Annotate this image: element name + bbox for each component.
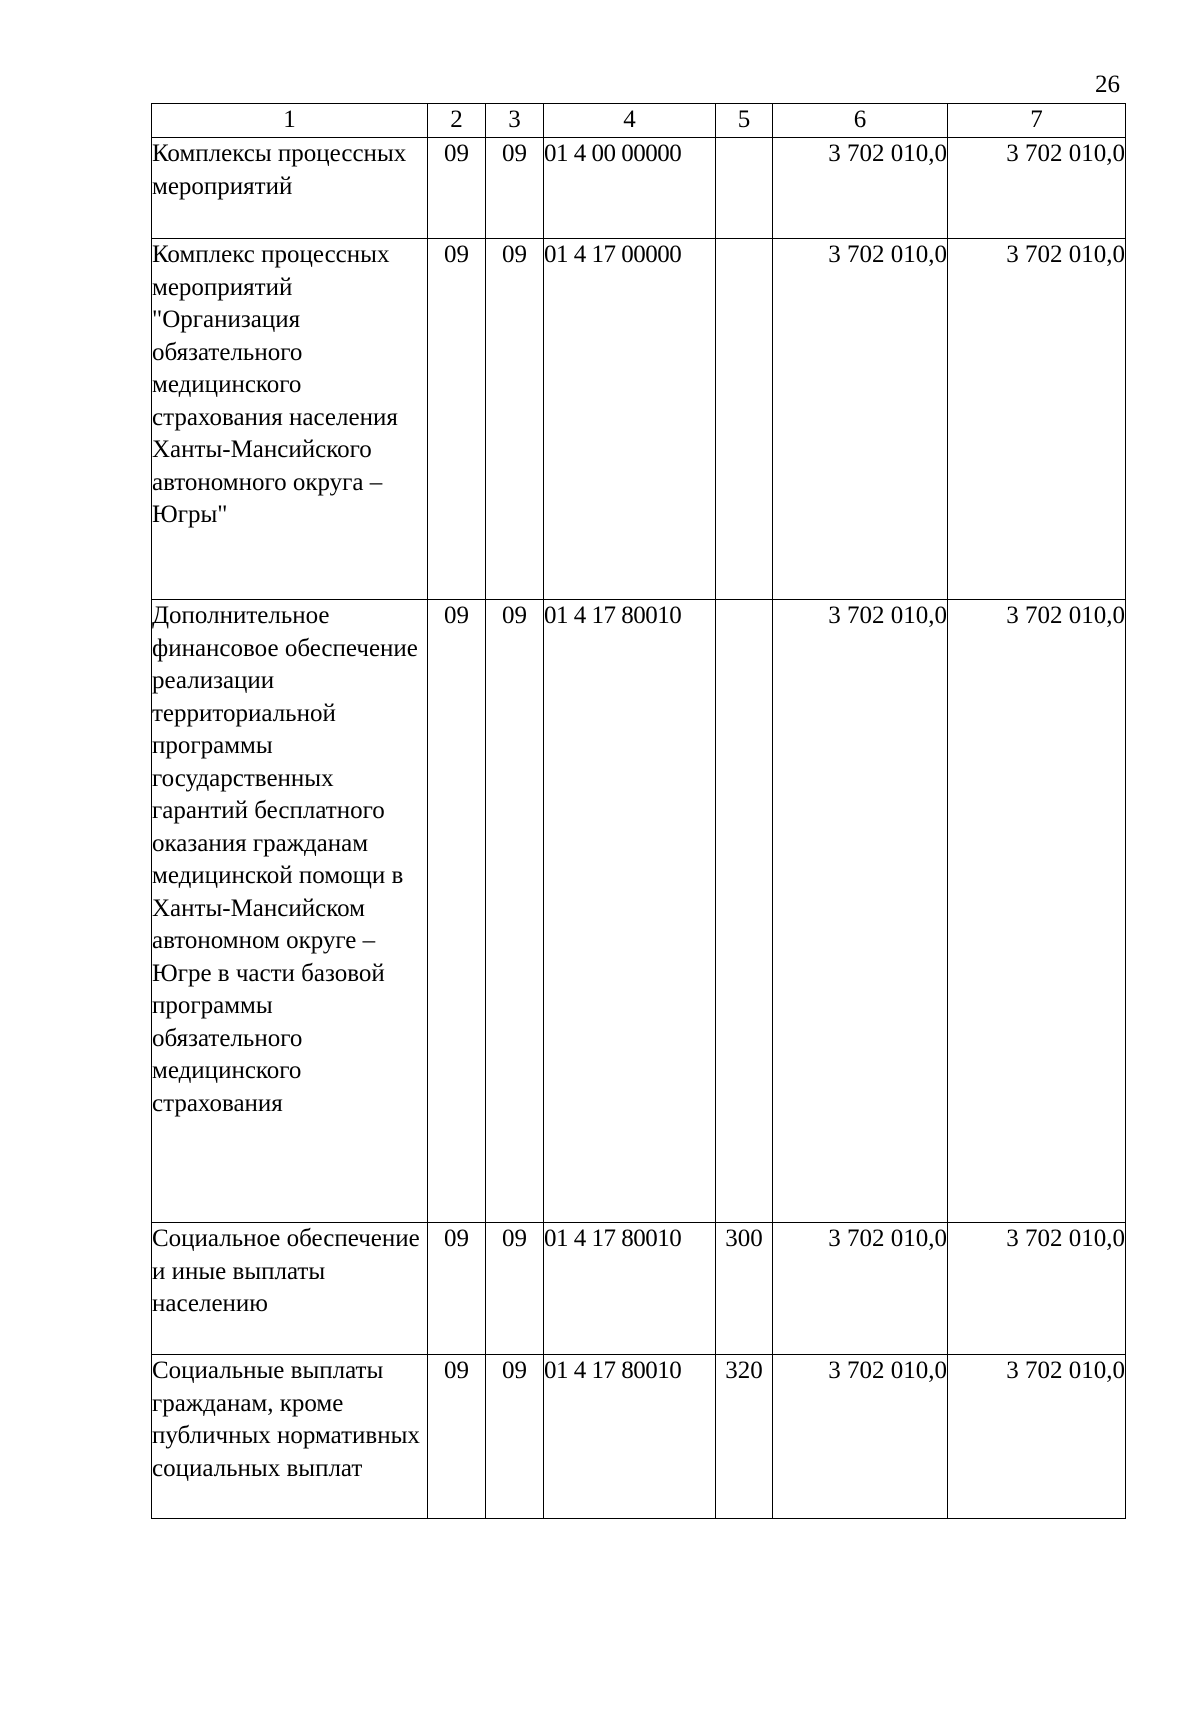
column-header-5: 5 bbox=[716, 104, 773, 138]
row-name: Дополнительное финансовое обеспечение реализации территориальной программы государственных гарантий бесплатного оказания гражданам медицинской помощи в Ханты-Мансийском автономном округе – Югре в части базовой программы обязательного медицинского страхования bbox=[152, 600, 428, 1223]
column-header-4: 4 bbox=[544, 104, 716, 138]
amount-year-2: 3 702 010,0 bbox=[948, 239, 1126, 600]
section-code: 09 bbox=[428, 1223, 486, 1355]
section-code: 09 bbox=[428, 600, 486, 1223]
page-number: 26 bbox=[1095, 71, 1120, 98]
table-row bbox=[152, 1223, 1126, 1355]
row-name: Комплексы процессных мероприятий bbox=[152, 138, 428, 239]
amount-year-1: 3 702 010,0 bbox=[773, 138, 948, 239]
amount-year-2: 3 702 010,0 bbox=[948, 600, 1126, 1223]
budget-table bbox=[151, 103, 1126, 1519]
column-header-3: 3 bbox=[486, 104, 544, 138]
amount-year-2: 3 702 010,0 bbox=[948, 1223, 1126, 1355]
row-name: Комплекс процессных мероприятий "Организация обязательного медицинского страхования населения Ханты-Мансийского автономного округа – Югры" bbox=[152, 239, 428, 600]
target-item-code: 01 4 17 80010 bbox=[544, 1223, 716, 1355]
expense-type-code: 300 bbox=[716, 1223, 773, 1355]
amount-year-2: 3 702 010,0 bbox=[948, 1355, 1126, 1519]
amount-year-1: 3 702 010,0 bbox=[773, 1355, 948, 1519]
table-row bbox=[152, 239, 1126, 600]
row-name: Социальное обеспечение и иные выплаты населению bbox=[152, 1223, 428, 1355]
table-row bbox=[152, 1355, 1126, 1519]
expense-type-code bbox=[716, 239, 773, 600]
expense-type-code: 320 bbox=[716, 1355, 773, 1519]
target-item-code: 01 4 17 00000 bbox=[544, 239, 716, 600]
subsection-code: 09 bbox=[486, 138, 544, 239]
target-item-code: 01 4 17 80010 bbox=[544, 1355, 716, 1519]
target-item-code: 01 4 00 00000 bbox=[544, 138, 716, 239]
expense-type-code bbox=[716, 600, 773, 1223]
subsection-code: 09 bbox=[486, 1223, 544, 1355]
amount-year-1: 3 702 010,0 bbox=[773, 239, 948, 600]
table-row bbox=[152, 600, 1126, 1223]
section-code: 09 bbox=[428, 239, 486, 600]
column-header-6: 6 bbox=[773, 104, 948, 138]
section-code: 09 bbox=[428, 138, 486, 239]
amount-year-1: 3 702 010,0 bbox=[773, 1223, 948, 1355]
target-item-code: 01 4 17 80010 bbox=[544, 600, 716, 1223]
subsection-code: 09 bbox=[486, 1355, 544, 1519]
column-header-7: 7 bbox=[948, 104, 1126, 138]
section-code: 09 bbox=[428, 1355, 486, 1519]
subsection-code: 09 bbox=[486, 239, 544, 600]
amount-year-2: 3 702 010,0 bbox=[948, 138, 1126, 239]
column-number-row bbox=[152, 104, 1126, 138]
table-row bbox=[152, 138, 1126, 239]
subsection-code: 09 bbox=[486, 600, 544, 1223]
expense-type-code bbox=[716, 138, 773, 239]
amount-year-1: 3 702 010,0 bbox=[773, 600, 948, 1223]
column-header-1: 1 bbox=[152, 104, 428, 138]
row-name: Социальные выплаты гражданам, кроме публичных нормативных социальных выплат bbox=[152, 1355, 428, 1519]
column-header-2: 2 bbox=[428, 104, 486, 138]
